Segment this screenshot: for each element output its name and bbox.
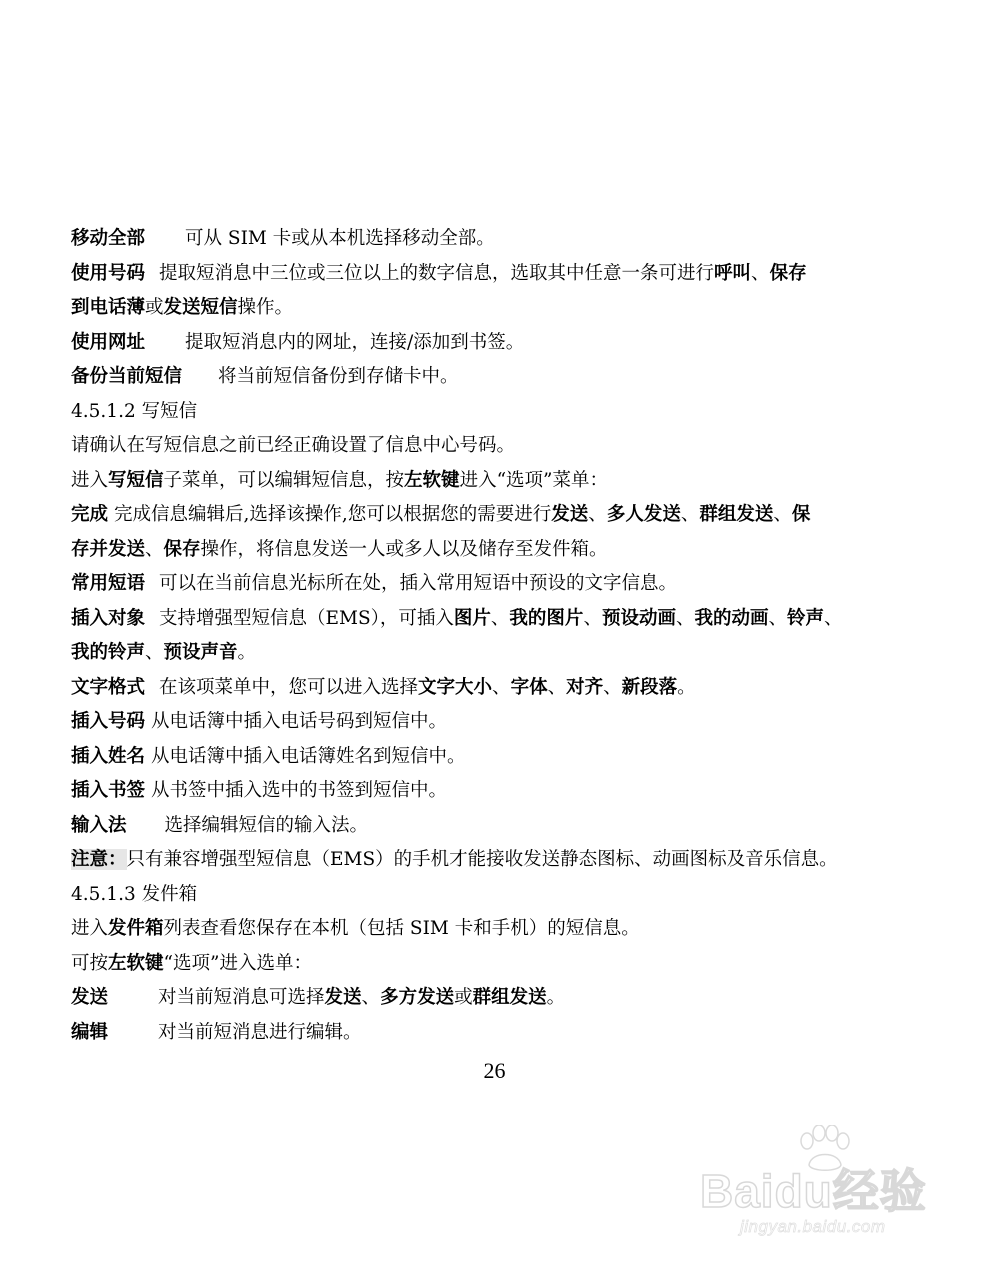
term: 输入法	[71, 814, 127, 836]
separator: 、	[361, 987, 381, 1008]
text: 子菜单，可以编辑短信息，按	[163, 469, 405, 491]
separator: 、	[145, 642, 164, 663]
text: 或	[145, 297, 164, 318]
menu-item-send	[71, 981, 931, 1016]
separator: 、	[492, 676, 511, 698]
menu-item-finish-cont	[71, 533, 931, 568]
term: 备份当前短信	[71, 366, 183, 387]
term: 插入书签	[71, 780, 146, 801]
text: “选项”进入选单：	[163, 952, 312, 974]
description: 将当前短信备份到存储卡中。	[218, 366, 459, 387]
menu-item-insert-number	[71, 705, 931, 740]
term: 移动全部	[71, 228, 146, 249]
bold-term: 发送短信	[163, 297, 238, 318]
note	[71, 843, 931, 878]
description: 对当前短消息可选择	[158, 987, 325, 1008]
text: 可按	[71, 952, 109, 974]
menu-item-edit	[71, 1016, 931, 1051]
bold-term: 群组发送	[699, 504, 774, 525]
watermark-brand: Baidu经验	[700, 1165, 927, 1217]
term: 文字格式	[71, 676, 146, 698]
term: 插入号码	[71, 711, 146, 732]
menu-item-insert-object-cont	[71, 636, 931, 671]
bold-term: 字体	[510, 676, 548, 698]
bold-term: 保存	[163, 538, 201, 560]
separator: 、	[675, 607, 695, 629]
bold-term: 图片	[453, 607, 491, 629]
bold-term: 文字大小	[418, 676, 493, 698]
text: 进入	[71, 469, 109, 491]
bold-term: 发件箱	[108, 918, 164, 939]
menu-item-move-all	[71, 222, 931, 257]
separator: 、	[583, 607, 602, 629]
menu-item-use-number	[71, 257, 931, 292]
bold-term: 多方发送	[380, 987, 455, 1008]
separator: 。	[237, 642, 257, 663]
section-heading-outbox	[71, 878, 931, 913]
description: 从电话簿中插入电话号码到短信中。	[151, 711, 448, 732]
description: 从电话簿中插入电话簿姓名到短信中。	[151, 745, 466, 767]
separator: 、	[680, 504, 700, 525]
separator: 、	[768, 607, 788, 629]
separator: 、	[603, 676, 622, 698]
menu-item-finish	[71, 498, 931, 533]
bold-term: 我的图片	[509, 607, 584, 629]
bold-term: 我的动画	[694, 607, 769, 629]
description: 选择编辑短信的输入法。	[164, 814, 369, 836]
bold-term: 发送	[324, 987, 362, 1008]
description: 支持增强型短信息（EMS），可插入	[159, 607, 454, 629]
paragraph	[71, 464, 931, 499]
section-heading-write-sms	[71, 395, 931, 430]
bold-term: 多人发送	[606, 504, 681, 525]
bold-term: 左软键	[108, 952, 164, 974]
document-body	[71, 222, 931, 1050]
separator: 、	[773, 504, 792, 525]
baidu-jingyan-watermark	[700, 1125, 950, 1245]
note-label: 注意：	[71, 849, 127, 870]
watermark-url: jingyan.baidu.com	[740, 1217, 886, 1236]
bold-term: 预设动画	[601, 607, 676, 629]
text: 操作。	[237, 297, 294, 318]
heading: 4.5.1.3 发件箱	[71, 883, 198, 905]
description: 提取短消息中三位或三位以上的数字信息，选取其中任意一条可进行	[159, 262, 715, 284]
description: 提取短消息内的网址，连接/添加到书签。	[185, 331, 525, 353]
paragraph	[71, 912, 931, 947]
separator: 、	[490, 607, 510, 629]
bold-term: 到电话薄	[71, 297, 146, 318]
text: 列表查看您保存在本机（包括 SIM 卡和手机）的短信息。	[163, 918, 640, 939]
bold-term: 铃声	[787, 607, 825, 629]
term: 完成	[71, 504, 109, 525]
text: 操作，将信息发送一人或多人以及储存至发件箱。	[200, 538, 608, 560]
bold-term: 存并发送	[71, 538, 146, 560]
bold-term: 我的铃声	[71, 642, 146, 663]
text: 请确认在写短信息之前已经正确设置了信息中心号码。	[71, 435, 516, 456]
term: 使用网址	[71, 331, 146, 353]
description: 可从 SIM 卡或从本机选择移动全部。	[185, 228, 495, 249]
menu-item-common-phrases	[71, 567, 931, 602]
bold-term: 保	[791, 504, 811, 525]
menu-item-input-method	[71, 809, 931, 844]
menu-item-use-url	[71, 326, 931, 361]
text: 或	[454, 987, 473, 1008]
text: 进入	[71, 918, 109, 939]
text: 进入“选项”菜单：	[459, 469, 608, 491]
term: 插入对象	[71, 607, 146, 629]
term: 编辑	[71, 1021, 109, 1043]
description: 对当前短消息进行编辑。	[158, 1021, 362, 1043]
separator: 。	[546, 987, 566, 1008]
bold-term: 写短信	[108, 469, 164, 491]
term: 常用短语	[71, 573, 146, 594]
term: 使用号码	[71, 262, 146, 284]
description: 完成信息编辑后,选择该操作,您可以根据您的需要进行	[114, 504, 552, 525]
bold-term: 对齐	[566, 676, 604, 698]
bold-term: 群组发送	[472, 987, 547, 1008]
menu-item-text-format	[71, 671, 931, 706]
term: 插入姓名	[71, 745, 146, 767]
separator: 。	[677, 676, 696, 698]
description: 从书签中插入选中的书签到短信中。	[151, 780, 448, 801]
heading: 4.5.1.2 写短信	[71, 400, 198, 422]
menu-item-insert-name	[71, 740, 931, 775]
description: 可以在当前信息光标所在处，插入常用短语中预设的文字信息。	[159, 573, 678, 594]
description: 只有兼容增强型短信息（EMS）的手机才能接收发送静态图标、动画图标及音乐信息。	[126, 849, 838, 870]
bold-term: 发送	[551, 504, 589, 525]
bold-term: 呼叫	[714, 262, 752, 284]
separator: 、	[588, 504, 607, 525]
page-number: 26	[483, 1058, 506, 1083]
separator: 、	[751, 262, 770, 284]
separator: 、	[547, 676, 567, 698]
menu-item-backup	[71, 360, 931, 395]
separator: 、	[145, 538, 164, 560]
bold-term: 保存	[769, 262, 807, 284]
separator: 、	[824, 607, 843, 629]
term: 发送	[71, 987, 109, 1008]
bold-term: 预设声音	[163, 642, 238, 663]
bold-term: 新段落	[621, 676, 678, 698]
paragraph	[71, 429, 931, 464]
menu-item-insert-bookmark	[71, 774, 931, 809]
paragraph	[71, 947, 931, 982]
bold-term: 左软键	[404, 469, 460, 491]
menu-item-insert-object	[71, 602, 931, 637]
menu-item-use-number-cont	[71, 291, 931, 326]
description: 在该项菜单中，您可以进入选择	[159, 676, 419, 698]
